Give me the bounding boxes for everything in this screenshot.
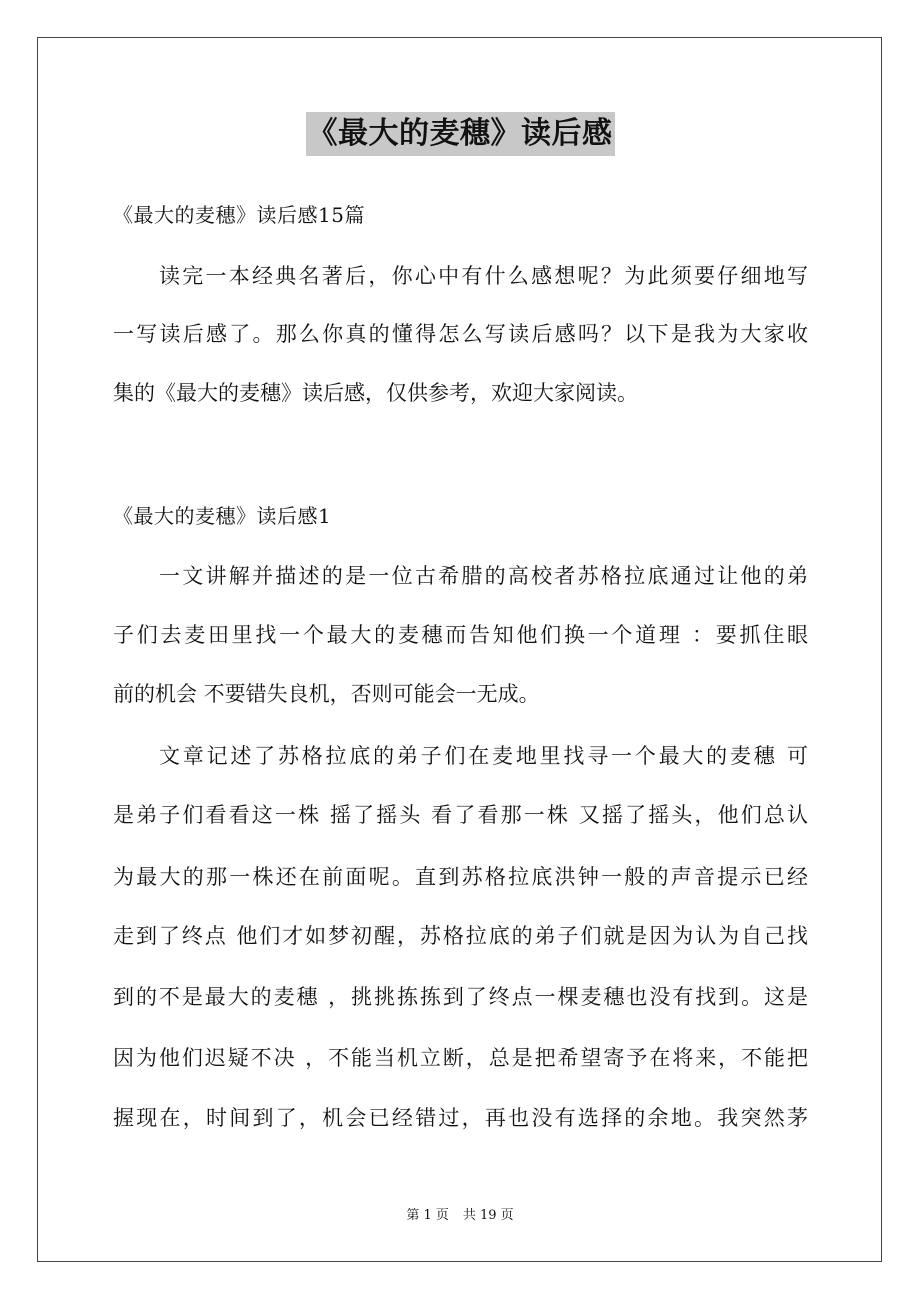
paragraph-line: 因为他们迟疑不决 ，不能当机立断，总是把希望寄予在将来，不能把 — [113, 1046, 808, 1070]
page-total: 共 19 页 — [462, 1208, 514, 1223]
paragraph-line: 走到了终点 他们才如梦初醒，苏格拉底的弟子们就是因为认为自己找 — [113, 924, 808, 948]
document-title: 《最大的麦穗》读后感 — [306, 112, 615, 156]
paragraph-line: 握现在，时间到了，机会已经错过，再也没有选择的余地。我突然茅 — [113, 1106, 808, 1130]
page-footer — [0, 1208, 920, 1224]
paragraph-line: 文章记述了苏格拉底的弟子们在麦地里找寻一个最大的麦穗 可 — [159, 744, 808, 768]
intro-line: 集的《最大的麦穗》读后感，仅供参考，欢迎大家阅读。 — [113, 381, 638, 405]
paragraph-line: 是弟子们看看这一株 摇了摇头 看了看那一株 又摇了摇头，他们总认 — [113, 803, 808, 827]
page-number: 第 1 页 — [406, 1208, 449, 1223]
title-container — [0, 112, 920, 156]
paragraph-line: 到的不是最大的麦穗 ，挑挑拣拣到了终点一棵麦穗也没有找到。这是 — [113, 985, 808, 1009]
section-heading: 《最大的麦穗》读后感1 — [113, 504, 332, 528]
paragraph-line: 一文讲解并描述的是一位古希腊的高校者苏格拉底通过让他的弟 — [159, 564, 808, 588]
intro-line: 读完一本经典名著后，你心中有什么感想呢？为此须要仔细地写 — [159, 264, 808, 288]
paragraph-line: 子们去麦田里找一个最大的麦穗而告知他们换一个道理 ：要抓住眼 — [113, 623, 808, 647]
paragraph-line: 前的机会 不要错失良机，否则可能会一无成。 — [113, 682, 540, 706]
subtitle: 《最大的麦穗》读后感15篇 — [113, 203, 365, 227]
paragraph-line: 为最大的那一株还在前面呢。直到苏格拉底洪钟一般的声音提示已经 — [113, 865, 808, 889]
intro-line: 一写读后感了。那么你真的懂得怎么写读后感吗？以下是我为大家收 — [113, 322, 808, 346]
